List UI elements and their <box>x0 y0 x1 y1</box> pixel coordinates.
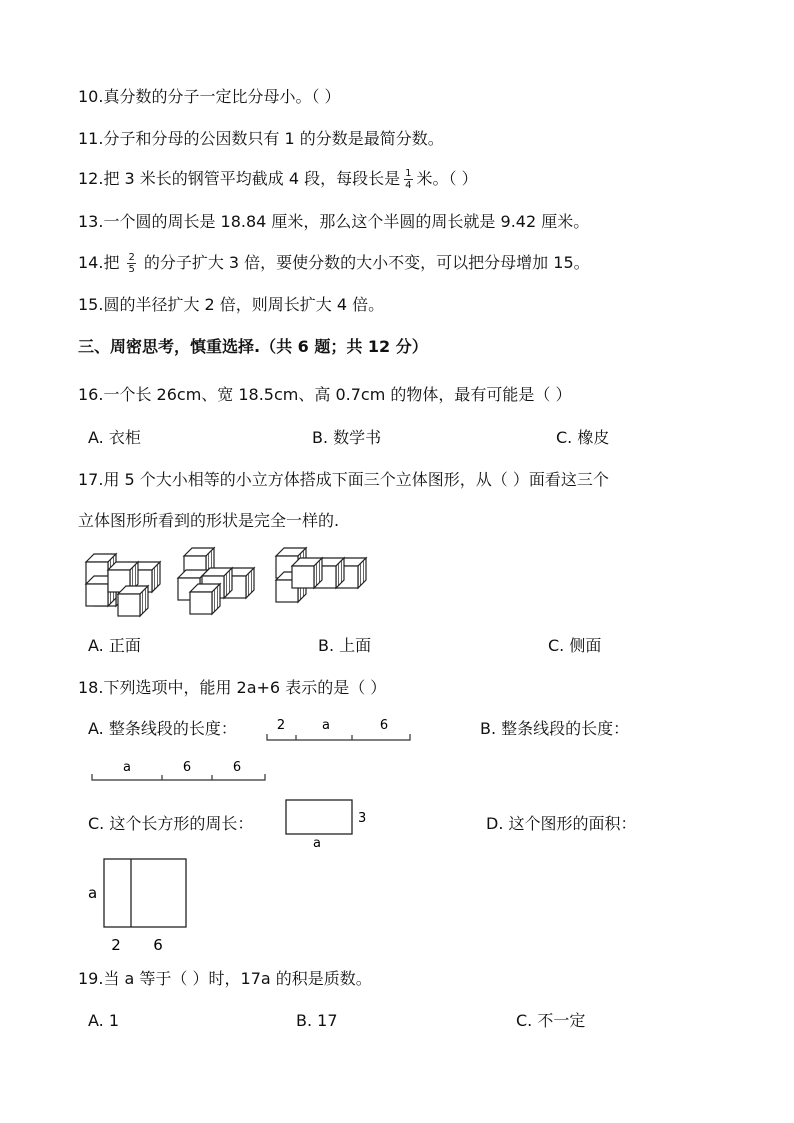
fraction-two-fifths <box>127 252 135 275</box>
q18-option-c[interactable]: C. 这个长方形的周长： <box>88 814 254 833</box>
segment-diagram-b <box>90 756 270 784</box>
cube-figure-3 <box>276 548 366 602</box>
segment-diagram-a <box>266 714 412 744</box>
fraction-numerator: 2 <box>128 252 135 263</box>
question-10: 10.真分数的分子一定比分母小。（ ） <box>78 87 341 106</box>
q18-option-b[interactable]: B. 整条线段的长度： <box>480 719 630 738</box>
fraction-one-quarter <box>404 168 412 191</box>
q17-option-a[interactable]: A. 正面 <box>88 636 141 655</box>
question-14-text-start: 14.把 <box>78 253 120 272</box>
fraction-numerator: 1 <box>405 168 412 179</box>
q16-option-b[interactable]: B. 数学书 <box>312 428 382 447</box>
question-19-stem: 19.当 a 等于（ ）时，17a 的积是质数。 <box>78 969 372 988</box>
q18-option-d[interactable]: D. 这个图形的面积： <box>486 814 637 833</box>
question-18-stem: 18.下列选项中，能用 2a+6 表示的是（ ） <box>78 678 387 697</box>
question-11: 11.分子和分母的公因数只有 1 的分数是最简分数。 <box>78 129 444 148</box>
cube-figure-2 <box>178 548 254 614</box>
q17-option-c[interactable]: C. 侧面 <box>548 636 602 655</box>
q19-option-b[interactable]: B. 17 <box>296 1011 338 1030</box>
area-bottom-label-6: 6 <box>153 936 163 954</box>
segment-label-6: 6 <box>379 718 389 733</box>
question-13: 13.一个圆的周长是 18.84 厘米，那么这个半圆的周长就是 9.42 厘米。 <box>78 212 590 231</box>
q16-option-a[interactable]: A. 衣柜 <box>88 428 141 447</box>
fraction-denominator: 5 <box>128 264 135 275</box>
area-left-label: a <box>88 884 98 902</box>
area-bottom-label-2: 2 <box>111 936 121 954</box>
q18-option-a[interactable]: A. 整条线段的长度： <box>88 719 237 738</box>
rect-bottom-label: a <box>313 836 321 851</box>
question-17-stem-line1: 17.用 5 个大小相等的小立方体搭成下面三个立体图形，从（ ）面看这三个 <box>78 470 609 489</box>
q16-option-c[interactable]: C. 橡皮 <box>556 428 610 447</box>
q17-option-b[interactable]: B. 上面 <box>318 636 372 655</box>
question-17-stem-line2: 立体图形所看到的形状是完全一样的. <box>78 511 340 530</box>
question-12-text-start: 12.把 3 米长的钢管平均截成 4 段，每段长是 <box>78 169 401 188</box>
cube-figures <box>80 546 370 622</box>
q19-option-c[interactable]: C. 不一定 <box>516 1011 586 1030</box>
section-3-heading: 三、周密思考，慎重选择.（共 6 题；共 12 分） <box>78 337 428 356</box>
segment-label-6: 6 <box>232 760 242 775</box>
q19-option-a[interactable]: A. 1 <box>88 1011 120 1030</box>
question-12 <box>78 168 478 191</box>
question-14 <box>78 252 590 275</box>
question-12-text-end: 米。（ ） <box>416 169 478 188</box>
segment-label-a: a <box>322 718 330 733</box>
cube-figure-1 <box>86 554 160 616</box>
rectangle-diagram-c <box>284 798 374 850</box>
rect-side-label: 3 <box>358 811 367 826</box>
segment-label-a: a <box>123 760 131 775</box>
question-16-stem: 16.一个长 26cm、宽 18.5cm、高 0.7cm 的物体，最有可能是（ ） <box>78 385 572 404</box>
rectangle-diagram-d <box>86 856 196 956</box>
fraction-denominator: 4 <box>405 180 412 191</box>
segment-label-2: 2 <box>276 718 286 733</box>
question-14-text-end: 的分子扩大 3 倍，要使分数的大小不变，可以把分母增加 15。 <box>143 253 590 272</box>
question-15: 15.圆的半径扩大 2 倍，则周长扩大 4 倍。 <box>78 295 385 314</box>
segment-label-6: 6 <box>182 760 192 775</box>
